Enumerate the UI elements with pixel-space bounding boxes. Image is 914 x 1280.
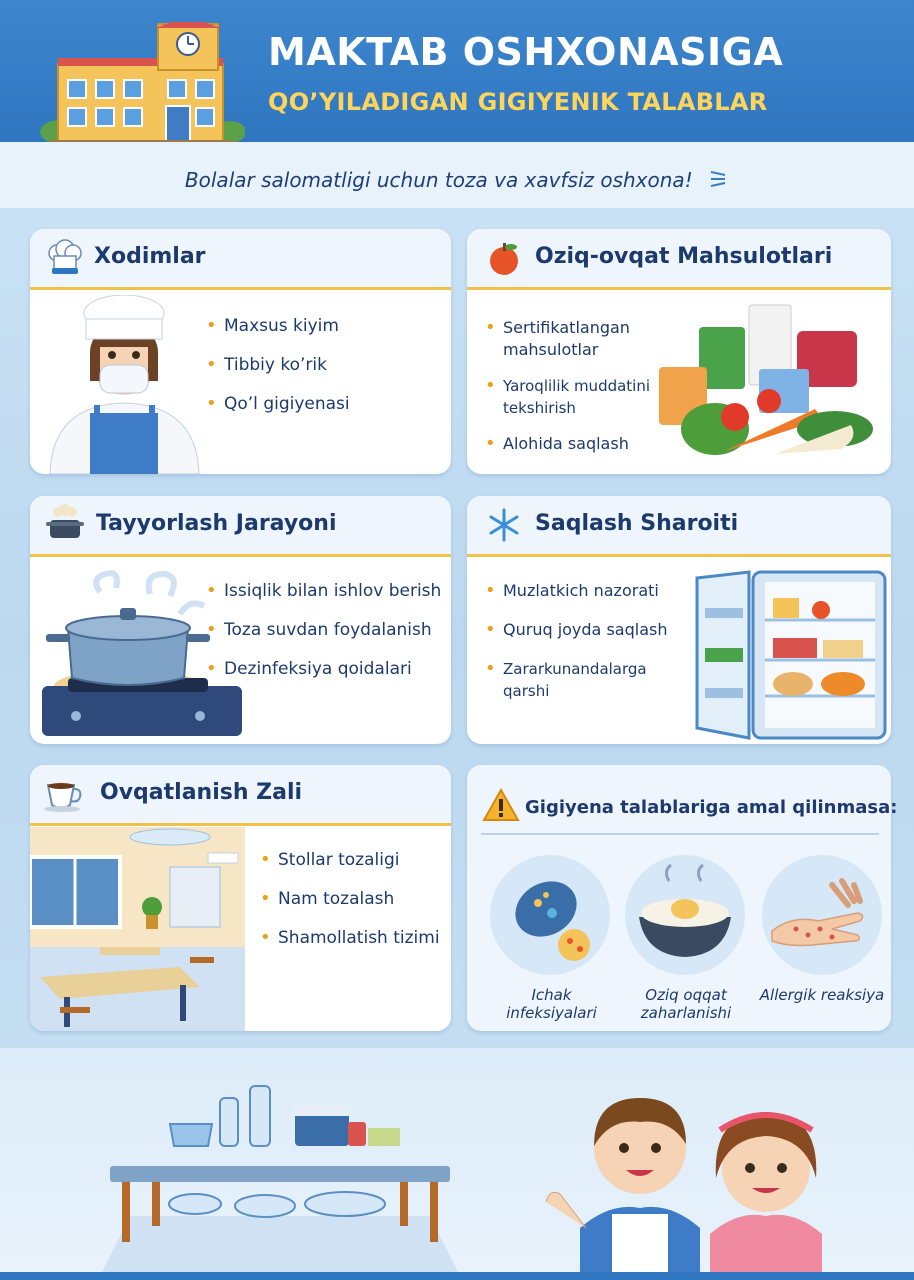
card-header bbox=[30, 496, 451, 557]
card-tayyorlash bbox=[30, 496, 451, 744]
card-header bbox=[467, 496, 891, 557]
list-item: • Dezinfeksiya qoidalari bbox=[206, 658, 441, 680]
footer-line bbox=[0, 1272, 914, 1280]
risk-caption: Allergik reaksiya bbox=[759, 986, 885, 1004]
snowflake-icon bbox=[487, 508, 521, 542]
risk-infection-image bbox=[490, 855, 610, 975]
list-item: • Sertifikatlangan mahsulotlar bbox=[485, 317, 663, 361]
pot-icon bbox=[44, 504, 86, 544]
sparkle-icon bbox=[707, 168, 729, 190]
list-item: • Zararkunandalarga qarshi bbox=[485, 658, 695, 702]
list-item: • Shamollatish tizimi bbox=[260, 927, 440, 949]
page-title-line1: MAKTAB OSHXONASIGA bbox=[268, 30, 784, 74]
xodimlar-list bbox=[206, 315, 350, 432]
cup-icon bbox=[42, 777, 86, 813]
tayyorlash-list bbox=[206, 580, 441, 697]
bottom-illustration-area bbox=[0, 1048, 914, 1280]
dining-hall-illustration bbox=[30, 827, 245, 1031]
list-item: • Maxsus kiyim bbox=[206, 315, 350, 337]
list-item: • Toza suvdan foydalanish bbox=[206, 619, 441, 641]
list-item: • Nam tozalash bbox=[260, 888, 440, 910]
oziq-ovqat-list bbox=[485, 317, 663, 472]
card-header bbox=[30, 229, 451, 290]
page-title-line2: QO’YILADIGAN GIGIYENIK TALABLAR bbox=[268, 88, 768, 116]
list-item: • Quruq joyda saqlash bbox=[485, 619, 695, 641]
card-oziq-ovqat bbox=[467, 229, 891, 474]
school-building-illustration bbox=[40, 22, 245, 147]
allergic-hands-icon bbox=[762, 855, 882, 975]
children-illustration bbox=[540, 1078, 830, 1272]
list-item: • Muzlatkich nazorati bbox=[485, 580, 695, 602]
card-title: Tayyorlash Jarayoni bbox=[96, 511, 337, 536]
risk-allergy-image bbox=[762, 855, 882, 975]
card-xodimlar bbox=[30, 229, 451, 474]
saqlash-list bbox=[485, 580, 695, 719]
tagline-text: Bolalar salomatligi uchun toza va xavfsiz oshxona! bbox=[184, 168, 693, 192]
warning-icon bbox=[482, 788, 520, 822]
warning-title: Gigiyena talablariga amal qilinmasa: bbox=[525, 797, 898, 818]
card-title: Saqlash Sharoiti bbox=[535, 511, 739, 536]
spoiled-food-icon bbox=[625, 855, 745, 975]
warning-divider bbox=[481, 833, 879, 835]
card-title: Ovqatlanish Zali bbox=[100, 780, 303, 805]
list-item: • Qo’l gigiyenasi bbox=[206, 393, 350, 415]
fridge-illustration bbox=[693, 568, 889, 744]
tagline bbox=[0, 168, 914, 192]
risk-caption: Oziq oqqat zaharlanishi bbox=[640, 986, 732, 1022]
header-banner bbox=[0, 0, 914, 142]
chef-illustration bbox=[42, 295, 207, 474]
zal-list bbox=[260, 849, 440, 966]
clean-table-illustration bbox=[100, 1076, 460, 1276]
risk-caption: Ichak infeksiyalari bbox=[506, 986, 597, 1022]
chef-hat-icon bbox=[46, 239, 84, 277]
list-item: • Yaroqlilik muddatini tekshirish bbox=[485, 375, 663, 419]
card-header bbox=[467, 229, 891, 290]
list-item: • Issiqlik bilan ishlov berish bbox=[206, 580, 441, 602]
card-title: Oziq-ovqat Mahsulotlari bbox=[535, 244, 833, 269]
card-title: Xodimlar bbox=[94, 244, 206, 269]
apple-icon bbox=[485, 239, 523, 277]
germ-icon bbox=[490, 855, 610, 975]
card-saqlash bbox=[467, 496, 891, 744]
list-item: • Stollar tozaligi bbox=[260, 849, 440, 871]
risk-food-poisoning-image bbox=[625, 855, 745, 975]
list-item: • Alohida saqlash bbox=[485, 433, 663, 455]
card-ovqatlanish-zali bbox=[30, 765, 451, 1031]
card-header bbox=[30, 765, 451, 826]
groceries-illustration bbox=[655, 299, 885, 469]
list-item: • Tibbiy ko’rik bbox=[206, 354, 350, 376]
